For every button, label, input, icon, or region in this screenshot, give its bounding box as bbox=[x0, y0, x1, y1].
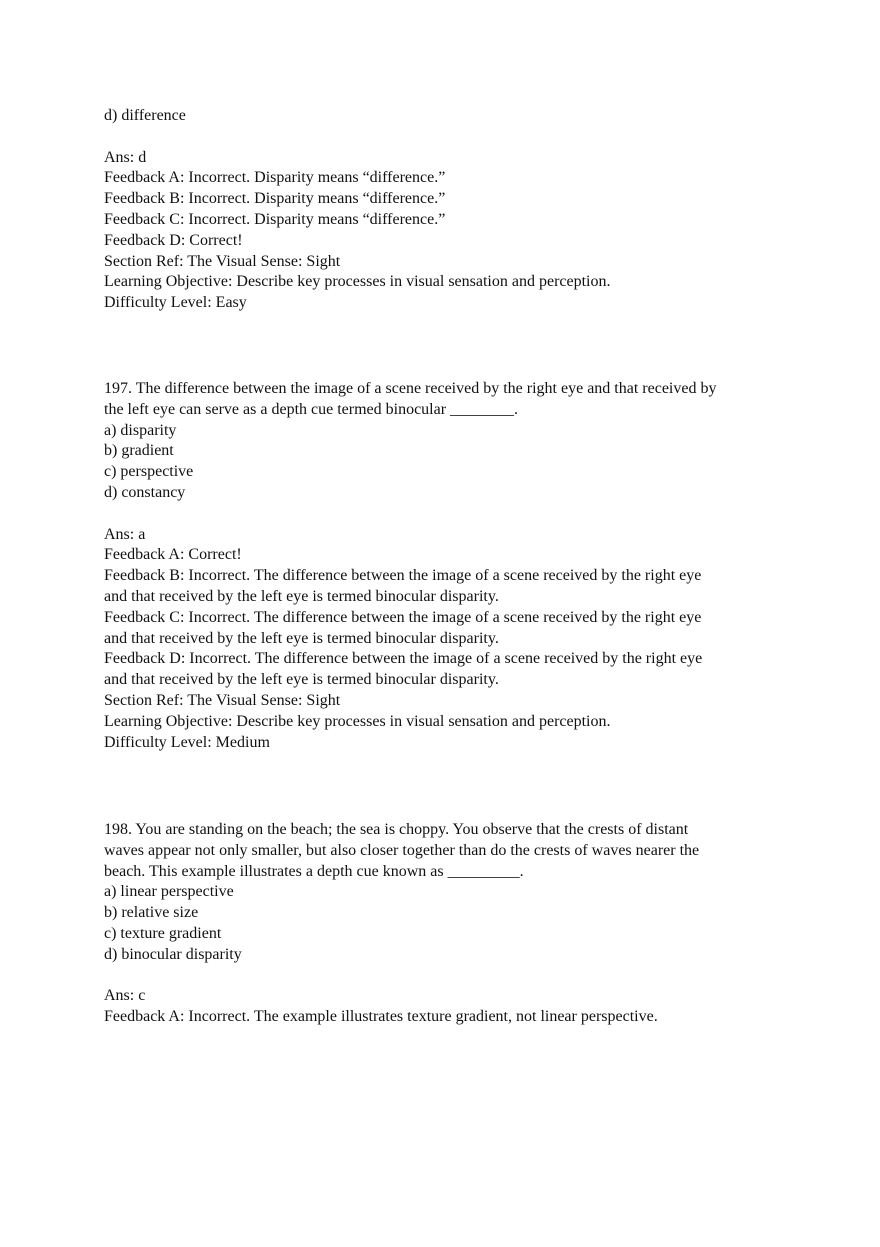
question-text-line: 197. The difference between the image of a scene received by the right eye and that received by bbox=[104, 380, 717, 397]
section-ref: Section Ref: The Visual Sense: Sight bbox=[104, 252, 341, 270]
feedback-d: Feedback D: Correct! bbox=[104, 231, 243, 249]
feedback-line: Feedback A: Incorrect. The example illustrates texture gradient, not linear perspective. bbox=[104, 1008, 658, 1026]
feedback-b: Feedback B: Incorrect. Disparity means “difference.” bbox=[104, 190, 446, 208]
option-b: b) relative size bbox=[104, 904, 199, 922]
difficulty-level: Difficulty Level: Medium bbox=[104, 733, 270, 751]
feedback-a: Feedback A: Incorrect. Disparity means “difference.” bbox=[104, 169, 446, 187]
question-text-line: 198. You are standing on the beach; the sea is choppy. You observe that the crests of distant bbox=[104, 821, 689, 838]
feedback-line: Feedback C: Incorrect. The difference between the image of a scene received by the right eye bbox=[104, 608, 702, 626]
spacer bbox=[104, 127, 784, 148]
learning-objective: Learning Objective: Describe key processes in visual sensation and perception. bbox=[104, 712, 611, 730]
option-c: c) perspective bbox=[104, 463, 194, 481]
option-a: a) disparity bbox=[104, 421, 177, 439]
answer-line: Ans: a bbox=[104, 525, 146, 543]
feedback-line: and that received by the left eye is termed binocular disparity. bbox=[104, 629, 499, 647]
question-196-tail bbox=[104, 106, 784, 314]
learning-objective: Learning Objective: Describe key processes in visual sensation and perception. bbox=[104, 273, 611, 291]
feedback-line: Feedback A: Correct! bbox=[104, 546, 242, 564]
question-198 bbox=[104, 820, 784, 1028]
feedback-line: Feedback B: Incorrect. The difference between the image of a scene received by the right eye bbox=[104, 567, 702, 585]
option-b: b) gradient bbox=[104, 442, 174, 460]
option-d: d) difference bbox=[104, 107, 186, 124]
answer-line: Ans: d bbox=[104, 148, 147, 166]
option-c: c) texture gradient bbox=[104, 924, 222, 942]
option-d: d) binocular disparity bbox=[104, 945, 242, 963]
feedback-line: and that received by the left eye is termed binocular disparity. bbox=[104, 587, 499, 605]
question-text-line: beach. This example illustrates a depth cue known as _________. bbox=[104, 862, 524, 880]
feedback-line: Feedback D: Incorrect. The difference between the image of a scene received by the right eye bbox=[104, 650, 703, 668]
feedback-line: and that received by the left eye is termed binocular disparity. bbox=[104, 671, 499, 689]
spacer bbox=[104, 504, 784, 525]
option-a: a) linear perspective bbox=[104, 883, 234, 901]
question-text-line: waves appear not only smaller, but also closer together than do the crests of waves nearer the bbox=[104, 841, 700, 859]
difficulty-level: Difficulty Level: Easy bbox=[104, 294, 247, 312]
answer-line: Ans: c bbox=[104, 987, 146, 1005]
option-d: d) constancy bbox=[104, 483, 186, 501]
section-ref: Section Ref: The Visual Sense: Sight bbox=[104, 691, 341, 709]
spacer bbox=[104, 966, 784, 987]
feedback-c: Feedback C: Incorrect. Disparity means “difference.” bbox=[104, 210, 446, 228]
question-text-line: the left eye can serve as a depth cue termed binocular ________. bbox=[104, 400, 519, 418]
question-197 bbox=[104, 379, 784, 753]
